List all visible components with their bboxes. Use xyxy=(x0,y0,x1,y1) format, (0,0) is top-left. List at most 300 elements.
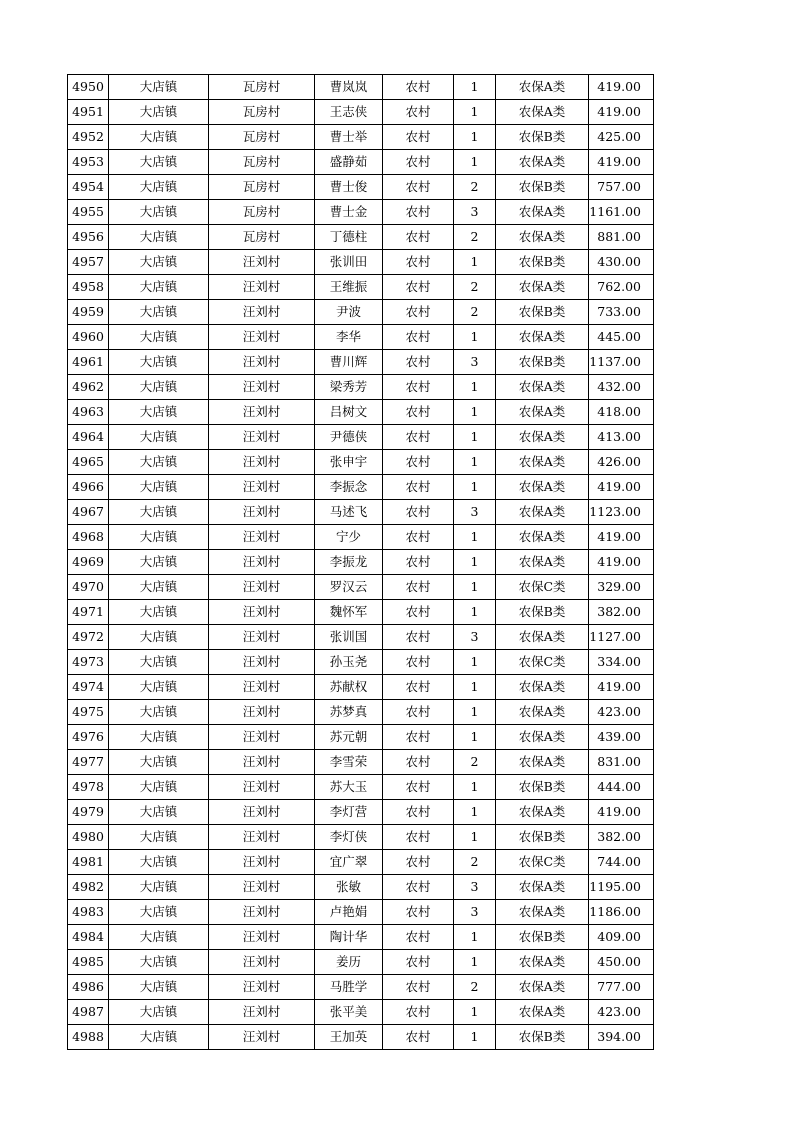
person-name-cell: 陶计华 xyxy=(315,925,383,950)
household-type-cell: 农村 xyxy=(383,375,454,400)
amount-cell: 419.00 xyxy=(589,100,654,125)
amount-cell: 1127.00 xyxy=(589,625,654,650)
insurance-class-cell: 农保A类 xyxy=(496,375,589,400)
household-type-cell: 农村 xyxy=(383,875,454,900)
amount-cell: 757.00 xyxy=(589,175,654,200)
table-row xyxy=(68,225,654,250)
person-name-cell: 王志侠 xyxy=(315,100,383,125)
record-number-cell: 4983 xyxy=(68,900,109,925)
insurance-class-cell: 农保A类 xyxy=(496,500,589,525)
member-count-cell: 3 xyxy=(454,875,496,900)
household-type-cell: 农村 xyxy=(383,950,454,975)
town-cell: 大店镇 xyxy=(109,125,209,150)
household-type-cell: 农村 xyxy=(383,625,454,650)
person-name-cell: 宜广翠 xyxy=(315,850,383,875)
table-row xyxy=(68,600,654,625)
amount-cell: 444.00 xyxy=(589,775,654,800)
amount-cell: 394.00 xyxy=(589,1025,654,1050)
household-type-cell: 农村 xyxy=(383,325,454,350)
amount-cell: 1123.00 xyxy=(589,500,654,525)
town-cell: 大店镇 xyxy=(109,450,209,475)
insurance-class-cell: 农保B类 xyxy=(496,125,589,150)
town-cell: 大店镇 xyxy=(109,550,209,575)
member-count-cell: 1 xyxy=(454,825,496,850)
amount-cell: 445.00 xyxy=(589,325,654,350)
town-cell: 大店镇 xyxy=(109,750,209,775)
person-name-cell: 李振龙 xyxy=(315,550,383,575)
record-number-cell: 4958 xyxy=(68,275,109,300)
table-row xyxy=(68,275,654,300)
member-count-cell: 1 xyxy=(454,550,496,575)
member-count-cell: 1 xyxy=(454,375,496,400)
amount-cell: 334.00 xyxy=(589,650,654,675)
table-row xyxy=(68,500,654,525)
town-cell: 大店镇 xyxy=(109,775,209,800)
amount-cell: 733.00 xyxy=(589,300,654,325)
amount-cell: 744.00 xyxy=(589,850,654,875)
village-cell: 汪刘村 xyxy=(209,725,315,750)
person-name-cell: 李雪荣 xyxy=(315,750,383,775)
person-name-cell: 王维振 xyxy=(315,275,383,300)
insurance-class-cell: 农保A类 xyxy=(496,325,589,350)
town-cell: 大店镇 xyxy=(109,150,209,175)
member-count-cell: 1 xyxy=(454,1025,496,1050)
town-cell: 大店镇 xyxy=(109,275,209,300)
town-cell: 大店镇 xyxy=(109,600,209,625)
village-cell: 汪刘村 xyxy=(209,750,315,775)
amount-cell: 409.00 xyxy=(589,925,654,950)
town-cell: 大店镇 xyxy=(109,725,209,750)
amount-cell: 419.00 xyxy=(589,150,654,175)
table-row xyxy=(68,650,654,675)
village-cell: 汪刘村 xyxy=(209,575,315,600)
table-row xyxy=(68,700,654,725)
village-cell: 汪刘村 xyxy=(209,450,315,475)
household-type-cell: 农村 xyxy=(383,850,454,875)
town-cell: 大店镇 xyxy=(109,675,209,700)
table-body xyxy=(68,75,654,1050)
insurance-class-cell: 农保A类 xyxy=(496,75,589,100)
town-cell: 大店镇 xyxy=(109,1025,209,1050)
member-count-cell: 1 xyxy=(454,650,496,675)
member-count-cell: 1 xyxy=(454,700,496,725)
table-row xyxy=(68,775,654,800)
table-row xyxy=(68,425,654,450)
town-cell: 大店镇 xyxy=(109,925,209,950)
insurance-class-cell: 农保A类 xyxy=(496,400,589,425)
table-row xyxy=(68,200,654,225)
record-number-cell: 4984 xyxy=(68,925,109,950)
amount-cell: 419.00 xyxy=(589,800,654,825)
table-row xyxy=(68,975,654,1000)
village-cell: 汪刘村 xyxy=(209,925,315,950)
household-type-cell: 农村 xyxy=(383,175,454,200)
household-type-cell: 农村 xyxy=(383,225,454,250)
village-cell: 瓦房村 xyxy=(209,150,315,175)
record-number-cell: 4977 xyxy=(68,750,109,775)
amount-cell: 419.00 xyxy=(589,550,654,575)
insurance-class-cell: 农保B类 xyxy=(496,300,589,325)
member-count-cell: 1 xyxy=(454,475,496,500)
table-row xyxy=(68,150,654,175)
person-name-cell: 王加英 xyxy=(315,1025,383,1050)
member-count-cell: 1 xyxy=(454,100,496,125)
household-type-cell: 农村 xyxy=(383,725,454,750)
household-type-cell: 农村 xyxy=(383,350,454,375)
village-cell: 汪刘村 xyxy=(209,775,315,800)
village-cell: 汪刘村 xyxy=(209,800,315,825)
record-number-cell: 4981 xyxy=(68,850,109,875)
record-number-cell: 4957 xyxy=(68,250,109,275)
member-count-cell: 2 xyxy=(454,275,496,300)
insurance-class-cell: 农保A类 xyxy=(496,1000,589,1025)
insurance-class-cell: 农保A类 xyxy=(496,475,589,500)
household-type-cell: 农村 xyxy=(383,650,454,675)
household-type-cell: 农村 xyxy=(383,700,454,725)
member-count-cell: 3 xyxy=(454,900,496,925)
insurance-class-cell: 农保A类 xyxy=(496,750,589,775)
town-cell: 大店镇 xyxy=(109,75,209,100)
person-name-cell: 李灯营 xyxy=(315,800,383,825)
person-name-cell: 张平美 xyxy=(315,1000,383,1025)
person-name-cell: 卢艳娟 xyxy=(315,900,383,925)
town-cell: 大店镇 xyxy=(109,200,209,225)
record-number-cell: 4974 xyxy=(68,675,109,700)
village-cell: 汪刘村 xyxy=(209,550,315,575)
household-type-cell: 农村 xyxy=(383,475,454,500)
household-type-cell: 农村 xyxy=(383,100,454,125)
amount-cell: 432.00 xyxy=(589,375,654,400)
record-number-cell: 4985 xyxy=(68,950,109,975)
village-cell: 汪刘村 xyxy=(209,375,315,400)
person-name-cell: 张训国 xyxy=(315,625,383,650)
village-cell: 汪刘村 xyxy=(209,600,315,625)
person-name-cell: 张敏 xyxy=(315,875,383,900)
insurance-class-cell: 农保A类 xyxy=(496,700,589,725)
member-count-cell: 3 xyxy=(454,200,496,225)
town-cell: 大店镇 xyxy=(109,250,209,275)
person-name-cell: 马述飞 xyxy=(315,500,383,525)
record-number-cell: 4966 xyxy=(68,475,109,500)
town-cell: 大店镇 xyxy=(109,400,209,425)
insurance-class-cell: 农保A类 xyxy=(496,950,589,975)
village-cell: 瓦房村 xyxy=(209,100,315,125)
household-type-cell: 农村 xyxy=(383,550,454,575)
person-name-cell: 尹德侠 xyxy=(315,425,383,450)
record-number-cell: 4978 xyxy=(68,775,109,800)
table-row xyxy=(68,875,654,900)
record-number-cell: 4963 xyxy=(68,400,109,425)
town-cell: 大店镇 xyxy=(109,625,209,650)
member-count-cell: 3 xyxy=(454,625,496,650)
amount-cell: 419.00 xyxy=(589,525,654,550)
household-type-cell: 农村 xyxy=(383,400,454,425)
member-count-cell: 1 xyxy=(454,575,496,600)
town-cell: 大店镇 xyxy=(109,425,209,450)
record-number-cell: 4959 xyxy=(68,300,109,325)
table-row xyxy=(68,175,654,200)
amount-cell: 762.00 xyxy=(589,275,654,300)
amount-cell: 426.00 xyxy=(589,450,654,475)
record-number-cell: 4965 xyxy=(68,450,109,475)
village-cell: 汪刘村 xyxy=(209,1000,315,1025)
amount-cell: 450.00 xyxy=(589,950,654,975)
record-number-cell: 4956 xyxy=(68,225,109,250)
person-name-cell: 张申宇 xyxy=(315,450,383,475)
town-cell: 大店镇 xyxy=(109,100,209,125)
village-cell: 汪刘村 xyxy=(209,875,315,900)
village-cell: 汪刘村 xyxy=(209,525,315,550)
person-name-cell: 苏元朝 xyxy=(315,725,383,750)
household-type-cell: 农村 xyxy=(383,525,454,550)
insurance-class-cell: 农保B类 xyxy=(496,925,589,950)
record-number-cell: 4962 xyxy=(68,375,109,400)
table-row xyxy=(68,350,654,375)
amount-cell: 1137.00 xyxy=(589,350,654,375)
insurance-class-cell: 农保A类 xyxy=(496,200,589,225)
table-row xyxy=(68,800,654,825)
town-cell: 大店镇 xyxy=(109,975,209,1000)
member-count-cell: 1 xyxy=(454,125,496,150)
village-cell: 汪刘村 xyxy=(209,975,315,1000)
town-cell: 大店镇 xyxy=(109,300,209,325)
village-cell: 汪刘村 xyxy=(209,900,315,925)
person-name-cell: 罗汉云 xyxy=(315,575,383,600)
amount-cell: 419.00 xyxy=(589,75,654,100)
village-cell: 汪刘村 xyxy=(209,325,315,350)
town-cell: 大店镇 xyxy=(109,850,209,875)
person-name-cell: 丁德柱 xyxy=(315,225,383,250)
member-count-cell: 1 xyxy=(454,725,496,750)
table-row xyxy=(68,750,654,775)
person-name-cell: 李华 xyxy=(315,325,383,350)
household-type-cell: 农村 xyxy=(383,500,454,525)
amount-cell: 881.00 xyxy=(589,225,654,250)
insurance-class-cell: 农保A类 xyxy=(496,975,589,1000)
village-cell: 汪刘村 xyxy=(209,950,315,975)
table-row xyxy=(68,575,654,600)
record-number-cell: 4986 xyxy=(68,975,109,1000)
table-row xyxy=(68,475,654,500)
member-count-cell: 2 xyxy=(454,175,496,200)
table-row xyxy=(68,300,654,325)
table-row xyxy=(68,125,654,150)
member-count-cell: 1 xyxy=(454,775,496,800)
village-cell: 瓦房村 xyxy=(209,125,315,150)
household-type-cell: 农村 xyxy=(383,750,454,775)
record-number-cell: 4987 xyxy=(68,1000,109,1025)
member-count-cell: 2 xyxy=(454,975,496,1000)
record-number-cell: 4973 xyxy=(68,650,109,675)
village-cell: 汪刘村 xyxy=(209,650,315,675)
person-name-cell: 尹波 xyxy=(315,300,383,325)
person-name-cell: 姜历 xyxy=(315,950,383,975)
town-cell: 大店镇 xyxy=(109,375,209,400)
insurance-class-cell: 农保A类 xyxy=(496,800,589,825)
member-count-cell: 1 xyxy=(454,450,496,475)
person-name-cell: 苏梦真 xyxy=(315,700,383,725)
person-name-cell: 曹士金 xyxy=(315,200,383,225)
amount-cell: 329.00 xyxy=(589,575,654,600)
town-cell: 大店镇 xyxy=(109,225,209,250)
insurance-class-cell: 农保A类 xyxy=(496,900,589,925)
record-number-cell: 4967 xyxy=(68,500,109,525)
table-row xyxy=(68,325,654,350)
amount-cell: 425.00 xyxy=(589,125,654,150)
record-number-cell: 4988 xyxy=(68,1025,109,1050)
table-row xyxy=(68,550,654,575)
town-cell: 大店镇 xyxy=(109,700,209,725)
member-count-cell: 1 xyxy=(454,75,496,100)
member-count-cell: 1 xyxy=(454,400,496,425)
member-count-cell: 3 xyxy=(454,350,496,375)
amount-cell: 831.00 xyxy=(589,750,654,775)
member-count-cell: 1 xyxy=(454,325,496,350)
insurance-class-cell: 农保A类 xyxy=(496,875,589,900)
member-count-cell: 2 xyxy=(454,750,496,775)
amount-cell: 382.00 xyxy=(589,825,654,850)
table-row xyxy=(68,1000,654,1025)
household-type-cell: 农村 xyxy=(383,425,454,450)
record-number-cell: 4951 xyxy=(68,100,109,125)
amount-cell: 430.00 xyxy=(589,250,654,275)
record-number-cell: 4979 xyxy=(68,800,109,825)
record-number-cell: 4970 xyxy=(68,575,109,600)
village-cell: 瓦房村 xyxy=(209,75,315,100)
table-row xyxy=(68,375,654,400)
town-cell: 大店镇 xyxy=(109,825,209,850)
insurance-class-cell: 农保C类 xyxy=(496,650,589,675)
household-type-cell: 农村 xyxy=(383,300,454,325)
person-name-cell: 曹士举 xyxy=(315,125,383,150)
amount-cell: 418.00 xyxy=(589,400,654,425)
record-number-cell: 4982 xyxy=(68,875,109,900)
person-name-cell: 苏大玉 xyxy=(315,775,383,800)
insurance-class-cell: 农保B类 xyxy=(496,825,589,850)
member-count-cell: 1 xyxy=(454,1000,496,1025)
record-number-cell: 4950 xyxy=(68,75,109,100)
household-type-cell: 农村 xyxy=(383,825,454,850)
household-type-cell: 农村 xyxy=(383,150,454,175)
person-name-cell: 梁秀芳 xyxy=(315,375,383,400)
record-number-cell: 4960 xyxy=(68,325,109,350)
village-cell: 汪刘村 xyxy=(209,275,315,300)
village-cell: 汪刘村 xyxy=(209,1025,315,1050)
village-cell: 汪刘村 xyxy=(209,700,315,725)
insurance-class-cell: 农保B类 xyxy=(496,775,589,800)
household-type-cell: 农村 xyxy=(383,600,454,625)
person-name-cell: 吕树文 xyxy=(315,400,383,425)
member-count-cell: 1 xyxy=(454,950,496,975)
village-cell: 汪刘村 xyxy=(209,675,315,700)
village-cell: 瓦房村 xyxy=(209,175,315,200)
person-name-cell: 曹川辉 xyxy=(315,350,383,375)
amount-cell: 413.00 xyxy=(589,425,654,450)
member-count-cell: 3 xyxy=(454,500,496,525)
amount-cell: 1195.00 xyxy=(589,875,654,900)
record-number-cell: 4969 xyxy=(68,550,109,575)
household-type-cell: 农村 xyxy=(383,900,454,925)
table-row xyxy=(68,250,654,275)
amount-cell: 423.00 xyxy=(589,700,654,725)
town-cell: 大店镇 xyxy=(109,575,209,600)
amount-cell: 439.00 xyxy=(589,725,654,750)
person-name-cell: 苏献权 xyxy=(315,675,383,700)
member-count-cell: 1 xyxy=(454,925,496,950)
table-row xyxy=(68,900,654,925)
town-cell: 大店镇 xyxy=(109,525,209,550)
town-cell: 大店镇 xyxy=(109,950,209,975)
insurance-class-cell: 农保A类 xyxy=(496,100,589,125)
household-type-cell: 农村 xyxy=(383,125,454,150)
insurance-class-cell: 农保B类 xyxy=(496,1025,589,1050)
person-name-cell: 张训田 xyxy=(315,250,383,275)
record-number-cell: 4953 xyxy=(68,150,109,175)
village-cell: 汪刘村 xyxy=(209,250,315,275)
record-number-cell: 4976 xyxy=(68,725,109,750)
table-row xyxy=(68,825,654,850)
member-count-cell: 2 xyxy=(454,225,496,250)
amount-cell: 1161.00 xyxy=(589,200,654,225)
record-number-cell: 4952 xyxy=(68,125,109,150)
town-cell: 大店镇 xyxy=(109,325,209,350)
amount-cell: 382.00 xyxy=(589,600,654,625)
insurance-class-cell: 农保B类 xyxy=(496,600,589,625)
town-cell: 大店镇 xyxy=(109,475,209,500)
household-type-cell: 农村 xyxy=(383,775,454,800)
table-row xyxy=(68,950,654,975)
village-cell: 汪刘村 xyxy=(209,475,315,500)
person-name-cell: 魏怀军 xyxy=(315,600,383,625)
table-row xyxy=(68,400,654,425)
record-number-cell: 4964 xyxy=(68,425,109,450)
village-cell: 瓦房村 xyxy=(209,200,315,225)
record-number-cell: 4971 xyxy=(68,600,109,625)
insurance-class-cell: 农保A类 xyxy=(496,275,589,300)
person-name-cell: 李灯侠 xyxy=(315,825,383,850)
member-count-cell: 2 xyxy=(454,850,496,875)
village-cell: 汪刘村 xyxy=(209,300,315,325)
town-cell: 大店镇 xyxy=(109,875,209,900)
record-number-cell: 4972 xyxy=(68,625,109,650)
member-count-cell: 1 xyxy=(454,600,496,625)
record-number-cell: 4980 xyxy=(68,825,109,850)
insurance-class-cell: 农保A类 xyxy=(496,450,589,475)
household-type-cell: 农村 xyxy=(383,975,454,1000)
household-type-cell: 农村 xyxy=(383,275,454,300)
member-count-cell: 1 xyxy=(454,425,496,450)
village-cell: 汪刘村 xyxy=(209,850,315,875)
town-cell: 大店镇 xyxy=(109,650,209,675)
amount-cell: 423.00 xyxy=(589,1000,654,1025)
household-type-cell: 农村 xyxy=(383,200,454,225)
table-row xyxy=(68,725,654,750)
record-number-cell: 4961 xyxy=(68,350,109,375)
table-row xyxy=(68,450,654,475)
member-count-cell: 2 xyxy=(454,300,496,325)
village-cell: 汪刘村 xyxy=(209,425,315,450)
insurance-class-cell: 农保A类 xyxy=(496,675,589,700)
record-number-cell: 4975 xyxy=(68,700,109,725)
household-type-cell: 农村 xyxy=(383,800,454,825)
household-type-cell: 农村 xyxy=(383,250,454,275)
town-cell: 大店镇 xyxy=(109,350,209,375)
insurance-class-cell: 农保A类 xyxy=(496,425,589,450)
member-count-cell: 1 xyxy=(454,250,496,275)
insurance-class-cell: 农保B类 xyxy=(496,250,589,275)
table-row xyxy=(68,100,654,125)
town-cell: 大店镇 xyxy=(109,500,209,525)
